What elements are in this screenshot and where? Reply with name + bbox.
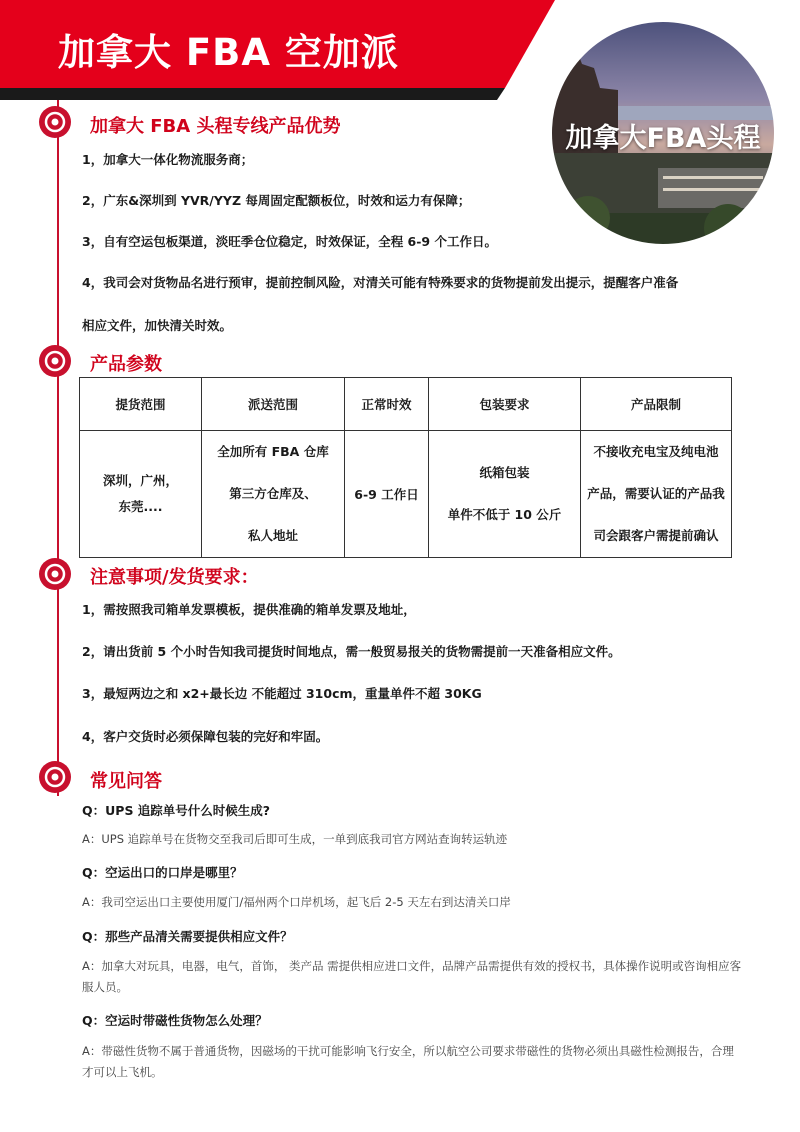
photo-caption: 加拿大FBA头程 [565,123,761,154]
faq-answer: A：加拿大对玩具，电器，电气，首饰， 类产品 需提供相应进口文件，品牌产品需提供有效的授权书，具体操作说明或咨询相应客服人员。 [82,959,742,994]
cell-text: 单件不低于 10 公斤 [447,507,562,522]
section-bullet-icon [38,760,72,794]
cell-text: 司会跟客户需提前确认 [593,528,719,543]
note-item: 2，请出货前 5 个小时告知我司提货时间地点，需一般贸易报关的货物需提前一天准备相应文件。 [82,644,621,659]
timeline-line [57,100,59,796]
cell-text: 私人地址 [247,528,298,543]
header-packing: 包装要求 [429,378,581,431]
note-item: 4，客户交货时必须保障包装的完好和牢固。 [82,729,329,744]
cell-text: 东莞.... [118,499,163,514]
cell-text: 不接收充电宝及纯电池 [593,444,719,459]
header-pickup: 提货范围 [80,378,202,431]
page-title: 加拿大 FBA 空加派 [58,31,399,74]
note-item: 1，需按照我司箱单发票模板，提供准确的箱单发票及地址， [82,602,416,617]
cell-packing [429,431,581,558]
header-delivery: 派送范围 [202,378,345,431]
section-bullet-icon [38,344,72,378]
faq-answer: A：UPS 追踪单号在货物交至我司后即可生成，一单到底我司官方网站查询转运轨迹 [82,832,508,846]
advantage-item: 2，广东&深圳到 YVR/YYZ 每周固定配额板位，时效和运力有保障； [82,193,471,208]
table-row [80,431,732,558]
header-time: 正常时效 [345,378,429,431]
cell-pickup [80,431,202,558]
advantage-item: 4，我司会对货物品名进行预审，提前控制风险，对清关可能有特殊要求的货物提前发出提示，提醒客户准备 [82,275,679,290]
advantage-item: 相应文件，加快清关时效。 [82,318,233,333]
note-item: 3，最短两边之和 x2+最长边 不能超过 310cm，重量单件不超 30KG [82,686,482,701]
faq-answer: A：我司空运出口主要使用厦门/福州两个口岸机场，起飞后 2-5 天左右到达清关口岸 [82,895,511,909]
cell-text: 第三方仓库及、 [229,486,317,501]
params-table [79,377,732,558]
faq-question: Q：空运出口的口岸是哪里？ [82,865,243,880]
faq-question: Q：那些产品清关需要提供相应文件？ [82,929,293,944]
advantages-title: 加拿大 FBA 头程专线产品优势 [90,116,341,137]
params-title: 产品参数 [90,354,162,375]
cell-delivery [202,431,345,558]
faq-question: Q：UPS 追踪单号什么时候生成? [82,803,271,818]
faq-question: Q：空运时带磁性货物怎么处理？ [82,1013,268,1028]
section-bullet-icon [38,557,72,591]
faq-title: 常见问答 [90,771,162,792]
cell-text: 产品，需要认证的产品我 [587,486,725,501]
advantage-item: 1，加拿大一体化物流服务商； [82,152,254,167]
cell-time: 6-9 工作日 [345,431,429,558]
faq-answer: A：带磁性货物不属于普通货物，因磁场的干扰可能影响飞行安全，所以航空公司要求带磁性的货物必须出具磁性检测报告，合理才可以上飞机。 [82,1044,734,1079]
section-bullet-icon [38,105,72,139]
cell-text: 全加所有 FBA 仓库 [217,444,329,459]
notes-title: 注意事项/发货要求： [90,567,259,588]
cell-text: 纸箱包装 [479,465,530,480]
cell-text: 深圳，广州， [102,473,178,488]
table-header-row [80,378,732,431]
header-restriction: 产品限制 [581,378,732,431]
advantage-item: 3，自有空运包板渠道，淡旺季仓位稳定，时效保证，全程 6-9 个工作日。 [82,234,497,249]
cell-restriction [581,431,732,558]
